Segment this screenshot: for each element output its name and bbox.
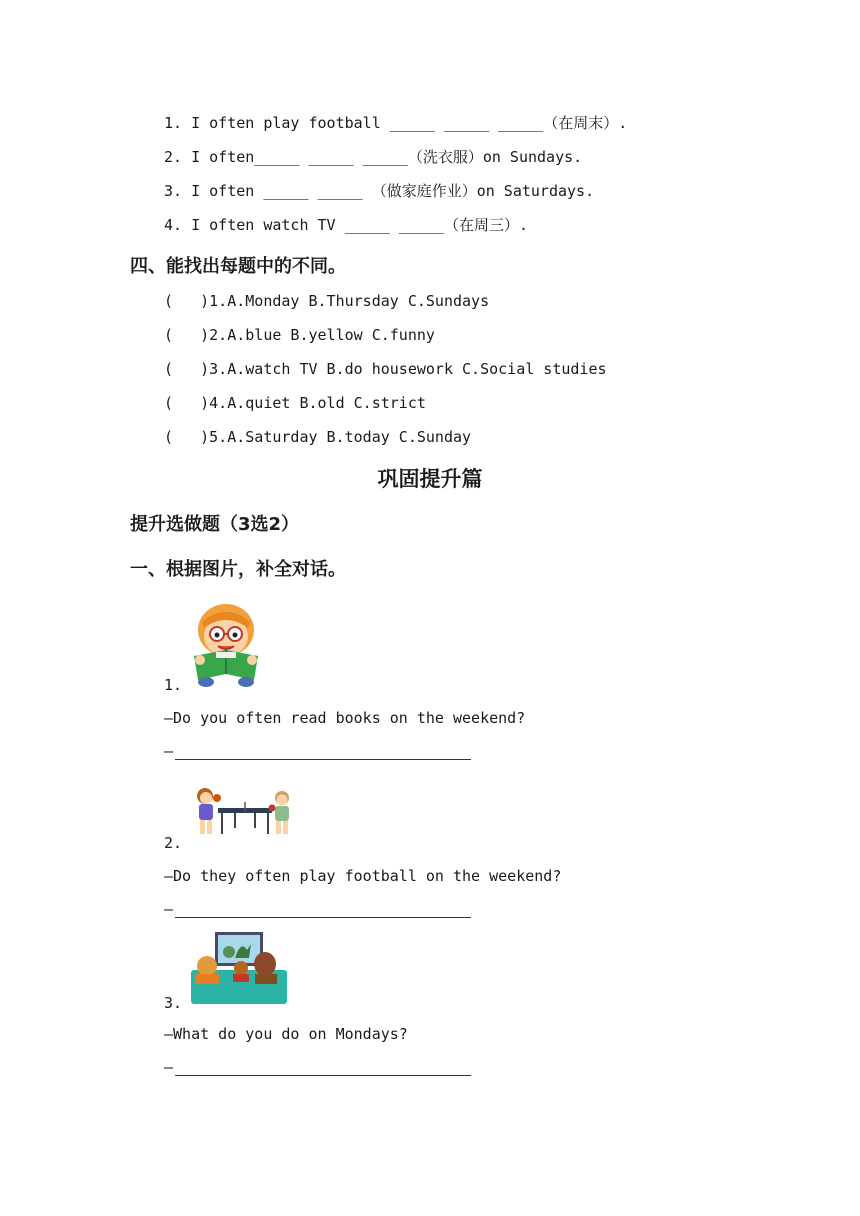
dialogue-question-3: —What do you do on Mondays? xyxy=(164,1025,408,1043)
answer-blank-2 xyxy=(175,916,471,918)
dialogue-number-3: 3. xyxy=(164,994,183,1012)
section1-heading: 一、根据图片，补全对话。 xyxy=(130,559,346,580)
choice-item-1: ( )1.A.Monday B.Thursday C.Sundays xyxy=(164,292,490,310)
dialogue-question-2: —Do they often play football on the weekend? xyxy=(164,867,562,885)
fill-item-3: 3. I often _____ _____ （做家庭作业）on Saturdays. xyxy=(164,182,595,200)
choice-item-3: ( )3.A.watch TV B.do housework C.Social studies xyxy=(164,360,607,378)
dialogue-answer-1: — xyxy=(164,742,471,760)
sub-heading: 提升选做题（3选2） xyxy=(130,514,300,535)
answer-blank-1 xyxy=(175,758,471,760)
family-tv-picture xyxy=(189,930,289,1006)
part-title: 巩固提升篇 xyxy=(377,467,483,491)
dialogue-number-2: 2. xyxy=(164,834,183,852)
fill-item-2: 2. I often_____ _____ _____（洗衣服）on Sundays. xyxy=(164,148,583,166)
dialogue-answer-2: — xyxy=(164,900,471,918)
dialogue-answer-3: — xyxy=(164,1058,471,1076)
ping-pong-picture xyxy=(190,786,298,844)
section4-heading: 四、能找出每题中的不同。 xyxy=(130,256,346,277)
answer-blank-3 xyxy=(175,1074,471,1076)
fill-item-1: 1. I often play football _____ _____ _____（在周末）. xyxy=(164,114,628,132)
boy-reading-picture xyxy=(188,600,264,688)
dialogue-question-1: —Do you often read books on the weekend? xyxy=(164,709,526,727)
fill-item-4: 4. I often watch TV _____ _____（在周三）. xyxy=(164,216,528,234)
choice-item-2: ( )2.A.blue B.yellow C.funny xyxy=(164,326,435,344)
choice-item-4: ( )4.A.quiet B.old C.strict xyxy=(164,394,426,412)
choice-item-5: ( )5.A.Saturday B.today C.Sunday xyxy=(164,428,472,446)
dialogue-number-1: 1. xyxy=(164,676,183,694)
